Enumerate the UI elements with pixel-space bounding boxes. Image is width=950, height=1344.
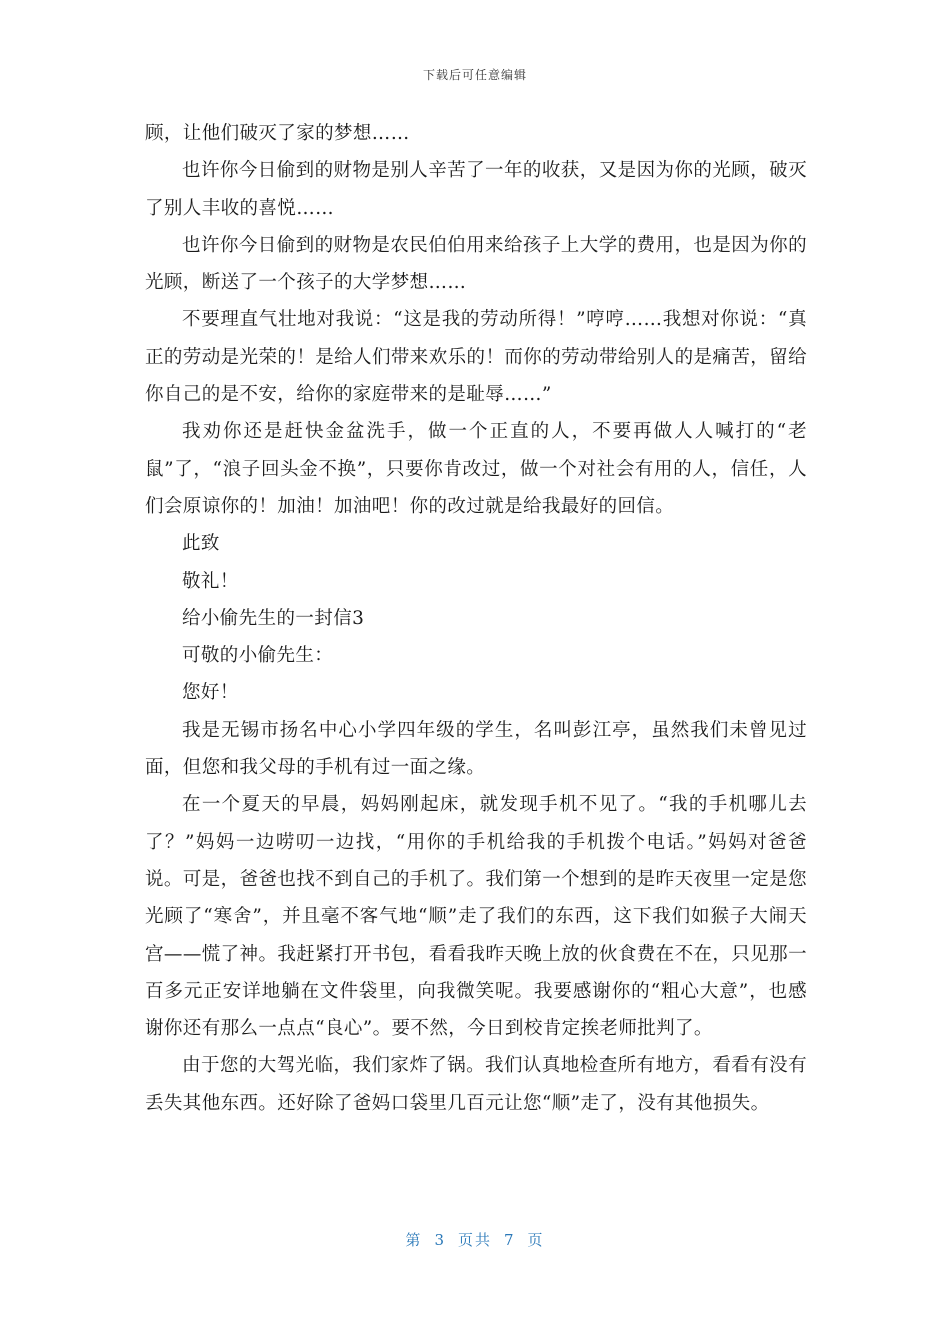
paragraph: 也许你今日偷到的财物是别人辛苦了一年的收获，又是因为你的光顾，破灭了别人丰收的喜悦……	[145, 160, 807, 219]
total-page-number: 7	[504, 1231, 516, 1249]
document-body	[145, 115, 807, 1122]
page-header: 下载后可任意编辑	[422, 68, 527, 82]
page-footer	[0, 1229, 950, 1250]
current-page-number: 3	[434, 1231, 446, 1249]
paragraph: 由于您的大驾光临，我们家炸了锅。我们认真地检查所有地方，看看有没有丢失其他东西。还好除了爸妈口袋里几百元让您“顺”走了，没有其他损失。	[145, 1055, 807, 1114]
letter-greeting: 可敬的小偷先生：	[182, 645, 334, 667]
paragraph: 我是无锡市扬名中心小学四年级的学生，名叫彭江亭，虽然我们未曾见过面，但您和我父母的手机有过一面之缘。	[145, 719, 807, 779]
footer-prefix: 第	[405, 1231, 423, 1249]
closing-salutation: 此致	[182, 533, 220, 555]
letter-title: 给小偷先生的一封信3	[182, 607, 365, 629]
paragraph: 不要理直气壮地对我说：“这是我的劳动所得！”哼哼……我想对你说：“真正的劳动是光荣的！是给人们带来欢乐的！而你的劳动带给别人的是痛苦，留给你自己的是不安，给你的家庭带来的是耻辱……”	[145, 309, 807, 406]
letter-hello: 您好！	[182, 682, 239, 704]
paragraph: 我劝你还是赶快金盆洗手，做一个正直的人，不要再做人人喊打的“老鼠”了，“浪子回头金不换”，只要你肯改过，做一个对社会有用的人，信任，人们会原谅你的！加油！加油吧！你的改过就是给我最好的回信。	[145, 421, 807, 517]
paragraph: 也许你今日偷到的财物是农民伯伯用来给孩子上大学的费用，也是因为你的光顾，断送了一个孩子的大学梦想……	[145, 234, 807, 294]
footer-suffix: 页	[527, 1231, 545, 1249]
closing-regards: 敬礼！	[182, 570, 239, 592]
paragraph: 顾，让他们破灭了家的梦想……	[145, 123, 410, 144]
footer-middle: 页共	[457, 1231, 492, 1249]
paragraph: 在一个夏天的早晨，妈妈刚起床，就发现手机不见了。“我的手机哪儿去了？”妈妈一边唠叨一边找，“用你的手机给我的手机拨个电话。”妈妈对爸爸说。可是，爸爸也找不到自己的手机了。我们第一个想到的是昨天夜里一定是您光顾了“寒舍”，并且毫不客气地“顺”走了我们的东西，这下我们如猴子大闹天宫——慌了神。我赶紧打开书包，看看我昨天晚上放的伙食费在不在，只见那一百多元正安详地躺在文件袋里，向我微笑呢。我要感谢你的“粗心大意”，也感谢你还有那么一点点“良心”。要不然，今日到校肯定挨老师批判了。	[145, 794, 807, 1040]
